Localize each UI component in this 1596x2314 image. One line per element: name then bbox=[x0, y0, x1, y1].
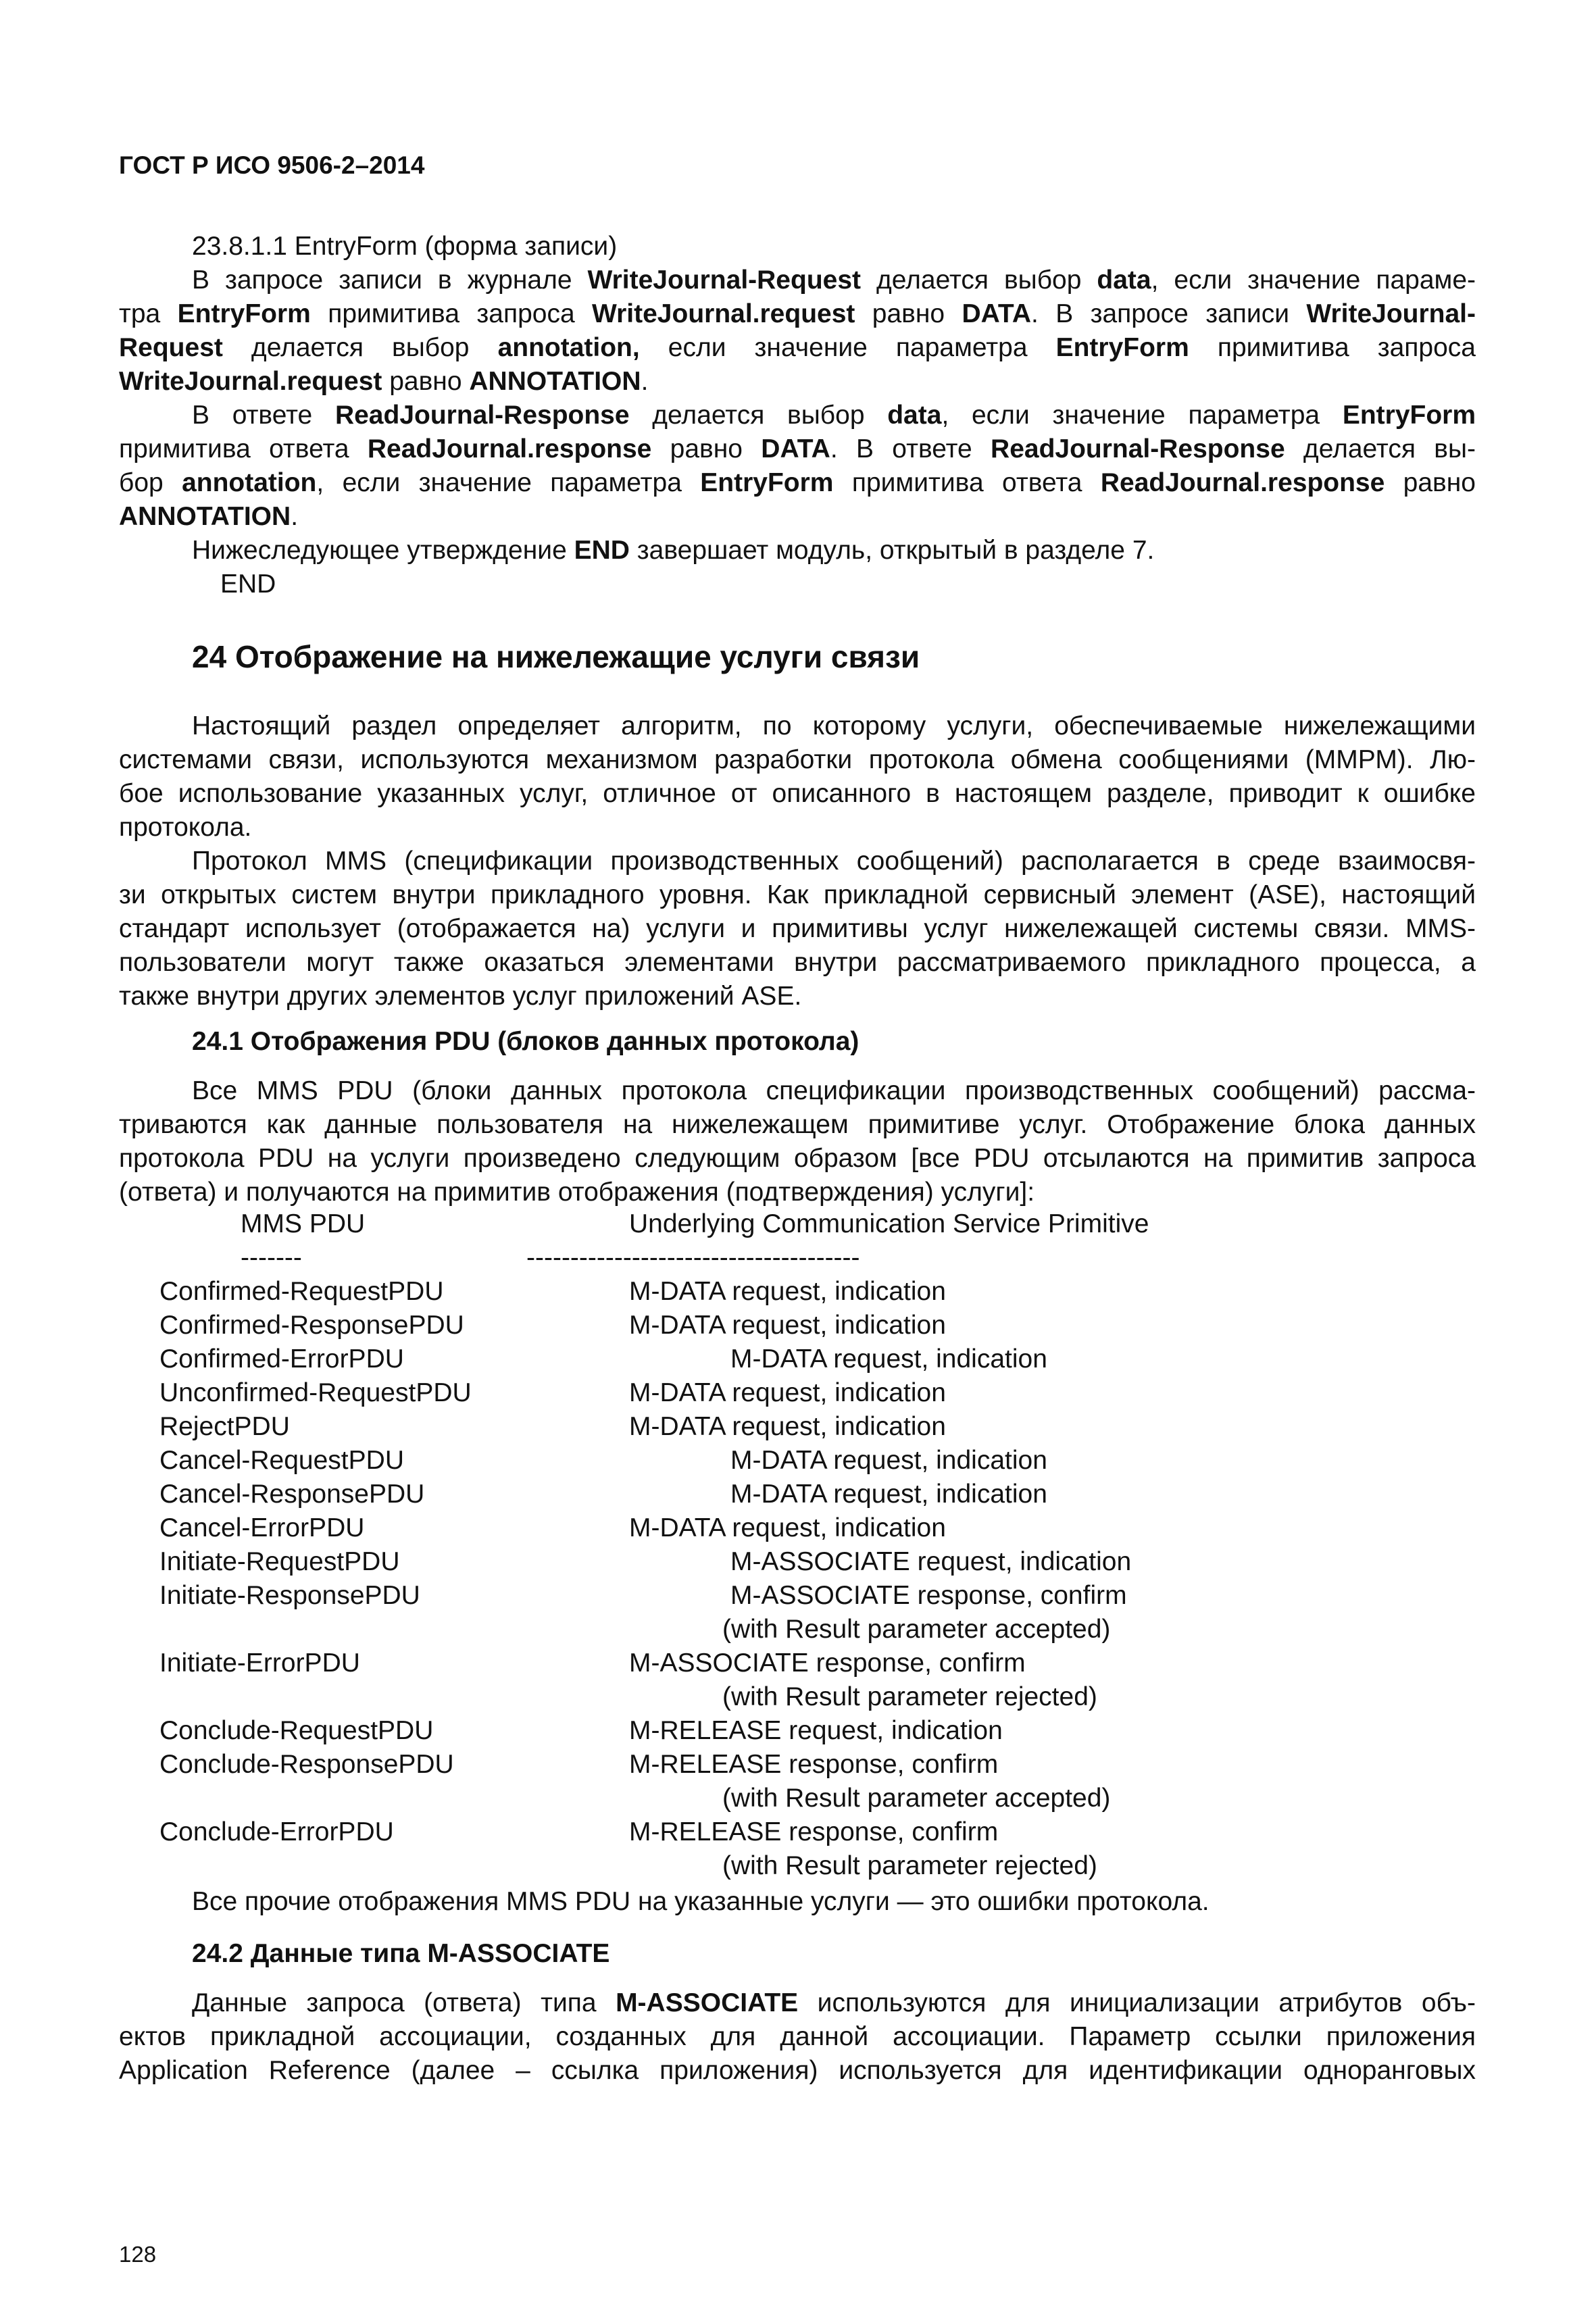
service-primitive: M-DATA request, indication bbox=[629, 1412, 946, 1441]
paragraph-intro bbox=[119, 709, 1476, 845]
service-primitive: M-DATA request, indication bbox=[730, 1344, 1047, 1374]
text-line: протокола PDU на услуги произведено следующим образом [все PDU отсылаются на примитив запроса bbox=[119, 1144, 1476, 1173]
text-run: ектов прикладной ассоциации, созданных для данной ассоциации. Параметр ссылки приложения bbox=[119, 2022, 1476, 2051]
page-number: 128 bbox=[119, 2242, 157, 2267]
table-row bbox=[119, 1581, 1476, 1615]
service-primitive: (with Result parameter accepted) bbox=[722, 1615, 1111, 1644]
pdu-name: Cancel-ErrorPDU bbox=[159, 1513, 365, 1542]
bold-term: EntryForm bbox=[177, 299, 311, 328]
text-run: равно bbox=[1385, 468, 1476, 497]
text-line: триваются как данные пользователя на нижележащем примитиве услуг. Отображение блока данных bbox=[119, 1110, 1476, 1139]
text-line bbox=[119, 399, 1476, 432]
pdu-name: Conclude-ErrorPDU bbox=[159, 1817, 394, 1846]
table-row bbox=[119, 1378, 1476, 1412]
mapping-note-text: Все прочие отображения MMS PDU на указанные услуги — это ошибки протокола. bbox=[192, 1887, 1210, 1916]
text-line bbox=[119, 432, 1476, 466]
pdu-name: RejectPDU bbox=[159, 1412, 290, 1441]
running-header: ГОСТ Р ИСО 9506-2–2014 bbox=[119, 151, 425, 179]
text-line: Все MMS PDU (блоки данных протокола спецификации производственных сообщений) рассма- bbox=[192, 1076, 1476, 1105]
pdu-name: Initiate-ErrorPDU bbox=[159, 1649, 360, 1678]
table-row bbox=[119, 1446, 1476, 1480]
bold-term: DATA bbox=[962, 299, 1031, 328]
text-run: . bbox=[641, 367, 649, 396]
text-run: делается вы- bbox=[1285, 434, 1476, 463]
text-run: , если значение параме- bbox=[1151, 266, 1476, 295]
mapping-note bbox=[119, 1885, 1476, 1919]
text-run: примитива ответа bbox=[833, 468, 1101, 497]
bold-term: data bbox=[1097, 266, 1151, 295]
paragraph-m-associate bbox=[119, 1986, 1476, 2088]
table-row bbox=[119, 1412, 1476, 1446]
paragraph-mms-protocol bbox=[119, 845, 1476, 1013]
table-row bbox=[119, 1649, 1476, 1682]
text-run: используются для инициализации атрибутов объ- bbox=[798, 1988, 1476, 2017]
service-primitive: (with Result parameter rejected) bbox=[722, 1682, 1097, 1711]
text-line: Протокол MMS (спецификации производственных сообщений) располагается в среде взаимосвя- bbox=[192, 847, 1476, 876]
text-run: примитива запроса bbox=[310, 299, 593, 328]
text-run: бор bbox=[119, 468, 182, 497]
text-line bbox=[119, 2054, 1476, 2088]
text-run: В ответе bbox=[192, 401, 335, 430]
text-line: системами связи, используются механизмом разработки протокола обмена сообщениями (ММРМ). Лю- bbox=[119, 745, 1476, 774]
text-line: стандарт использует (отображается на) услуги и примитивы услуг нижележащей системы связи. MMS- bbox=[119, 914, 1476, 943]
service-primitive: M-DATA request, indication bbox=[730, 1480, 1047, 1509]
section-24-2-body bbox=[119, 1986, 1476, 2088]
pdu-name: Confirmed-RequestPDU bbox=[159, 1277, 444, 1306]
text-run: Нижеследующее утверждение bbox=[192, 536, 574, 565]
text-run: равно bbox=[382, 367, 470, 396]
bold-term: END bbox=[574, 536, 630, 565]
table-row bbox=[119, 1277, 1476, 1311]
pdu-name: Initiate-RequestPDU bbox=[159, 1547, 400, 1576]
section-23-8-1-1 bbox=[119, 230, 1476, 601]
text-run: . В запросе записи bbox=[1031, 299, 1307, 328]
paragraph-pdu-mapping bbox=[119, 1074, 1476, 1209]
bold-term: WriteJournal.request bbox=[119, 367, 382, 396]
text-run: примитива ответа bbox=[119, 434, 368, 463]
text-line bbox=[119, 297, 1476, 331]
bold-term: ReadJournal-Response bbox=[334, 401, 630, 430]
table-header-row bbox=[119, 1209, 1476, 1243]
table-row bbox=[119, 1513, 1476, 1547]
text-run: Данные запроса (ответа) типа bbox=[192, 1988, 616, 2017]
section-24-heading: 24 Отображение на нижележащие услуги связи bbox=[192, 639, 920, 674]
bold-term: annotation bbox=[182, 468, 317, 497]
paragraph-end-statement bbox=[119, 534, 1476, 568]
text-run: делается выбор bbox=[222, 333, 498, 362]
subsection-title: 23.8.1.1 EntryForm (форма записи) bbox=[192, 232, 618, 261]
table-row bbox=[119, 1716, 1476, 1750]
text-run: если значение параметра bbox=[639, 333, 1056, 362]
text-line: бое использование указанных услуг, отличное от описанного в настоящем разделе, приводит к ошибке bbox=[119, 779, 1476, 808]
service-primitive: Underlying Communication Service Primitive bbox=[629, 1209, 1149, 1238]
service-primitive: (with Result parameter accepted) bbox=[722, 1784, 1111, 1813]
bold-term: data bbox=[887, 401, 942, 430]
text-line: зи открытых систем внутри прикладного уровня. Как прикладной сервисный элемент (ASE), настоящий bbox=[119, 880, 1476, 909]
pdu-name: Cancel-RequestPDU bbox=[159, 1446, 404, 1475]
pdu-name: Conclude-RequestPDU bbox=[159, 1716, 434, 1745]
text-run: равно bbox=[855, 299, 962, 328]
pdu-name: Initiate-ResponsePDU bbox=[159, 1581, 420, 1610]
text-line bbox=[119, 534, 1476, 568]
text-run: тра bbox=[119, 299, 178, 328]
bold-term: annotation, bbox=[497, 333, 640, 362]
service-primitive: M-ASSOCIATE response, confirm bbox=[629, 1649, 1026, 1678]
service-primitive: -------------------------------------- bbox=[526, 1243, 860, 1272]
bold-term: EntryForm bbox=[1342, 401, 1476, 430]
pdu-name: Conclude-ResponsePDU bbox=[159, 1750, 454, 1779]
table-row bbox=[119, 1311, 1476, 1344]
table-row bbox=[119, 1682, 1476, 1716]
text-run: В запросе записи в журнале bbox=[192, 266, 588, 295]
pdu-name: ------- bbox=[241, 1243, 302, 1272]
table-row bbox=[119, 1817, 1476, 1851]
text-line bbox=[119, 1986, 1476, 2020]
text-line: (ответа) и получаются на примитив отображения (подтверждения) услуги]: bbox=[119, 1178, 1035, 1207]
text-line bbox=[119, 2020, 1476, 2054]
table-row bbox=[119, 1750, 1476, 1784]
bold-term: ANNOTATION bbox=[119, 502, 291, 531]
section-24-body bbox=[119, 709, 1476, 1013]
service-primitive: M-ASSOCIATE response, confirm bbox=[730, 1581, 1127, 1610]
text-run: . bbox=[291, 502, 299, 531]
paragraph-entryform-response bbox=[119, 399, 1476, 534]
table-row bbox=[119, 1615, 1476, 1649]
text-run: , если значение параметра bbox=[316, 468, 701, 497]
bold-term: ReadJournal.response bbox=[1100, 468, 1385, 497]
text-line: также внутри других элементов услуг приложений ASE. bbox=[119, 982, 802, 1011]
bold-term: WriteJournal- bbox=[1306, 299, 1476, 328]
bold-term: WriteJournal.request bbox=[592, 299, 855, 328]
table-row bbox=[119, 1851, 1476, 1885]
pdu-name: MMS PDU bbox=[241, 1209, 366, 1238]
bold-term: ReadJournal-Response bbox=[991, 434, 1285, 463]
service-primitive: M-RELEASE request, indication bbox=[629, 1716, 1003, 1745]
bold-term: EntryForm bbox=[1055, 333, 1189, 362]
end-keyword: END bbox=[220, 570, 276, 599]
bold-term: ReadJournal.response bbox=[367, 434, 652, 463]
service-primitive: M-DATA request, indication bbox=[629, 1378, 946, 1407]
text-run: , если значение параметра bbox=[941, 401, 1343, 430]
bold-term: M-ASSOCIATE bbox=[616, 1988, 799, 2017]
service-primitive: M-DATA request, indication bbox=[629, 1277, 946, 1306]
text-run: Application Reference (далее – ссылка приложения) используется для идентификации одноранговых bbox=[119, 2056, 1476, 2085]
pdu-name: Confirmed-ErrorPDU bbox=[159, 1344, 404, 1374]
table-row bbox=[119, 1784, 1476, 1817]
text-run: . В ответе bbox=[830, 434, 991, 463]
pdu-name: Unconfirmed-RequestPDU bbox=[159, 1378, 472, 1407]
text-line: пользователи могут также оказаться элементами внутри рассматриваемого прикладного процесса, а bbox=[119, 948, 1476, 977]
bold-term: EntryForm bbox=[700, 468, 834, 497]
paragraph-entryform-request bbox=[119, 263, 1476, 399]
bold-term: Request bbox=[119, 333, 223, 362]
text-run: делается выбор bbox=[861, 266, 1097, 295]
section-24-1-heading: 24.1 Отображения PDU (блоков данных протокола) bbox=[192, 1027, 859, 1056]
text-run: примитива запроса bbox=[1189, 333, 1476, 362]
text-line: протокола. bbox=[119, 813, 252, 842]
text-line bbox=[119, 263, 1476, 297]
pdu-mapping-table bbox=[119, 1209, 1476, 1885]
text-line bbox=[119, 331, 1476, 365]
text-line bbox=[119, 466, 1476, 500]
service-primitive: M-DATA request, indication bbox=[730, 1446, 1047, 1475]
table-row bbox=[119, 1344, 1476, 1378]
table-row bbox=[119, 1480, 1476, 1513]
text-line bbox=[119, 500, 1476, 534]
section-24-1-body bbox=[119, 1074, 1476, 1209]
table-separator-row bbox=[119, 1243, 1476, 1277]
bold-term: WriteJournal-Request bbox=[587, 266, 862, 295]
section-24-2-heading: 24.2 Данные типа M-ASSOCIATE bbox=[192, 1939, 610, 1968]
text-run: равно bbox=[651, 434, 762, 463]
service-primitive: (with Result parameter rejected) bbox=[722, 1851, 1097, 1880]
text-line: Настоящий раздел определяет алгоритм, по которому услуги, обеспечиваемые нижележащими bbox=[192, 711, 1476, 740]
service-primitive: M-DATA request, indication bbox=[629, 1311, 946, 1340]
text-run: делается выбор bbox=[629, 401, 888, 430]
bold-term: DATA bbox=[761, 434, 830, 463]
service-primitive: M-RELEASE response, confirm bbox=[629, 1817, 999, 1846]
pdu-name: Cancel-ResponsePDU bbox=[159, 1480, 425, 1509]
text-line bbox=[119, 365, 1476, 399]
table-row bbox=[119, 1547, 1476, 1581]
service-primitive: M-RELEASE response, confirm bbox=[629, 1750, 999, 1779]
text-run: завершает модуль, открытый в разделе 7. bbox=[629, 536, 1155, 565]
pdu-name: Confirmed-ResponsePDU bbox=[159, 1311, 464, 1340]
service-primitive: M-ASSOCIATE request, indication bbox=[730, 1547, 1132, 1576]
service-primitive: M-DATA request, indication bbox=[629, 1513, 946, 1542]
bold-term: ANNOTATION bbox=[469, 367, 641, 396]
